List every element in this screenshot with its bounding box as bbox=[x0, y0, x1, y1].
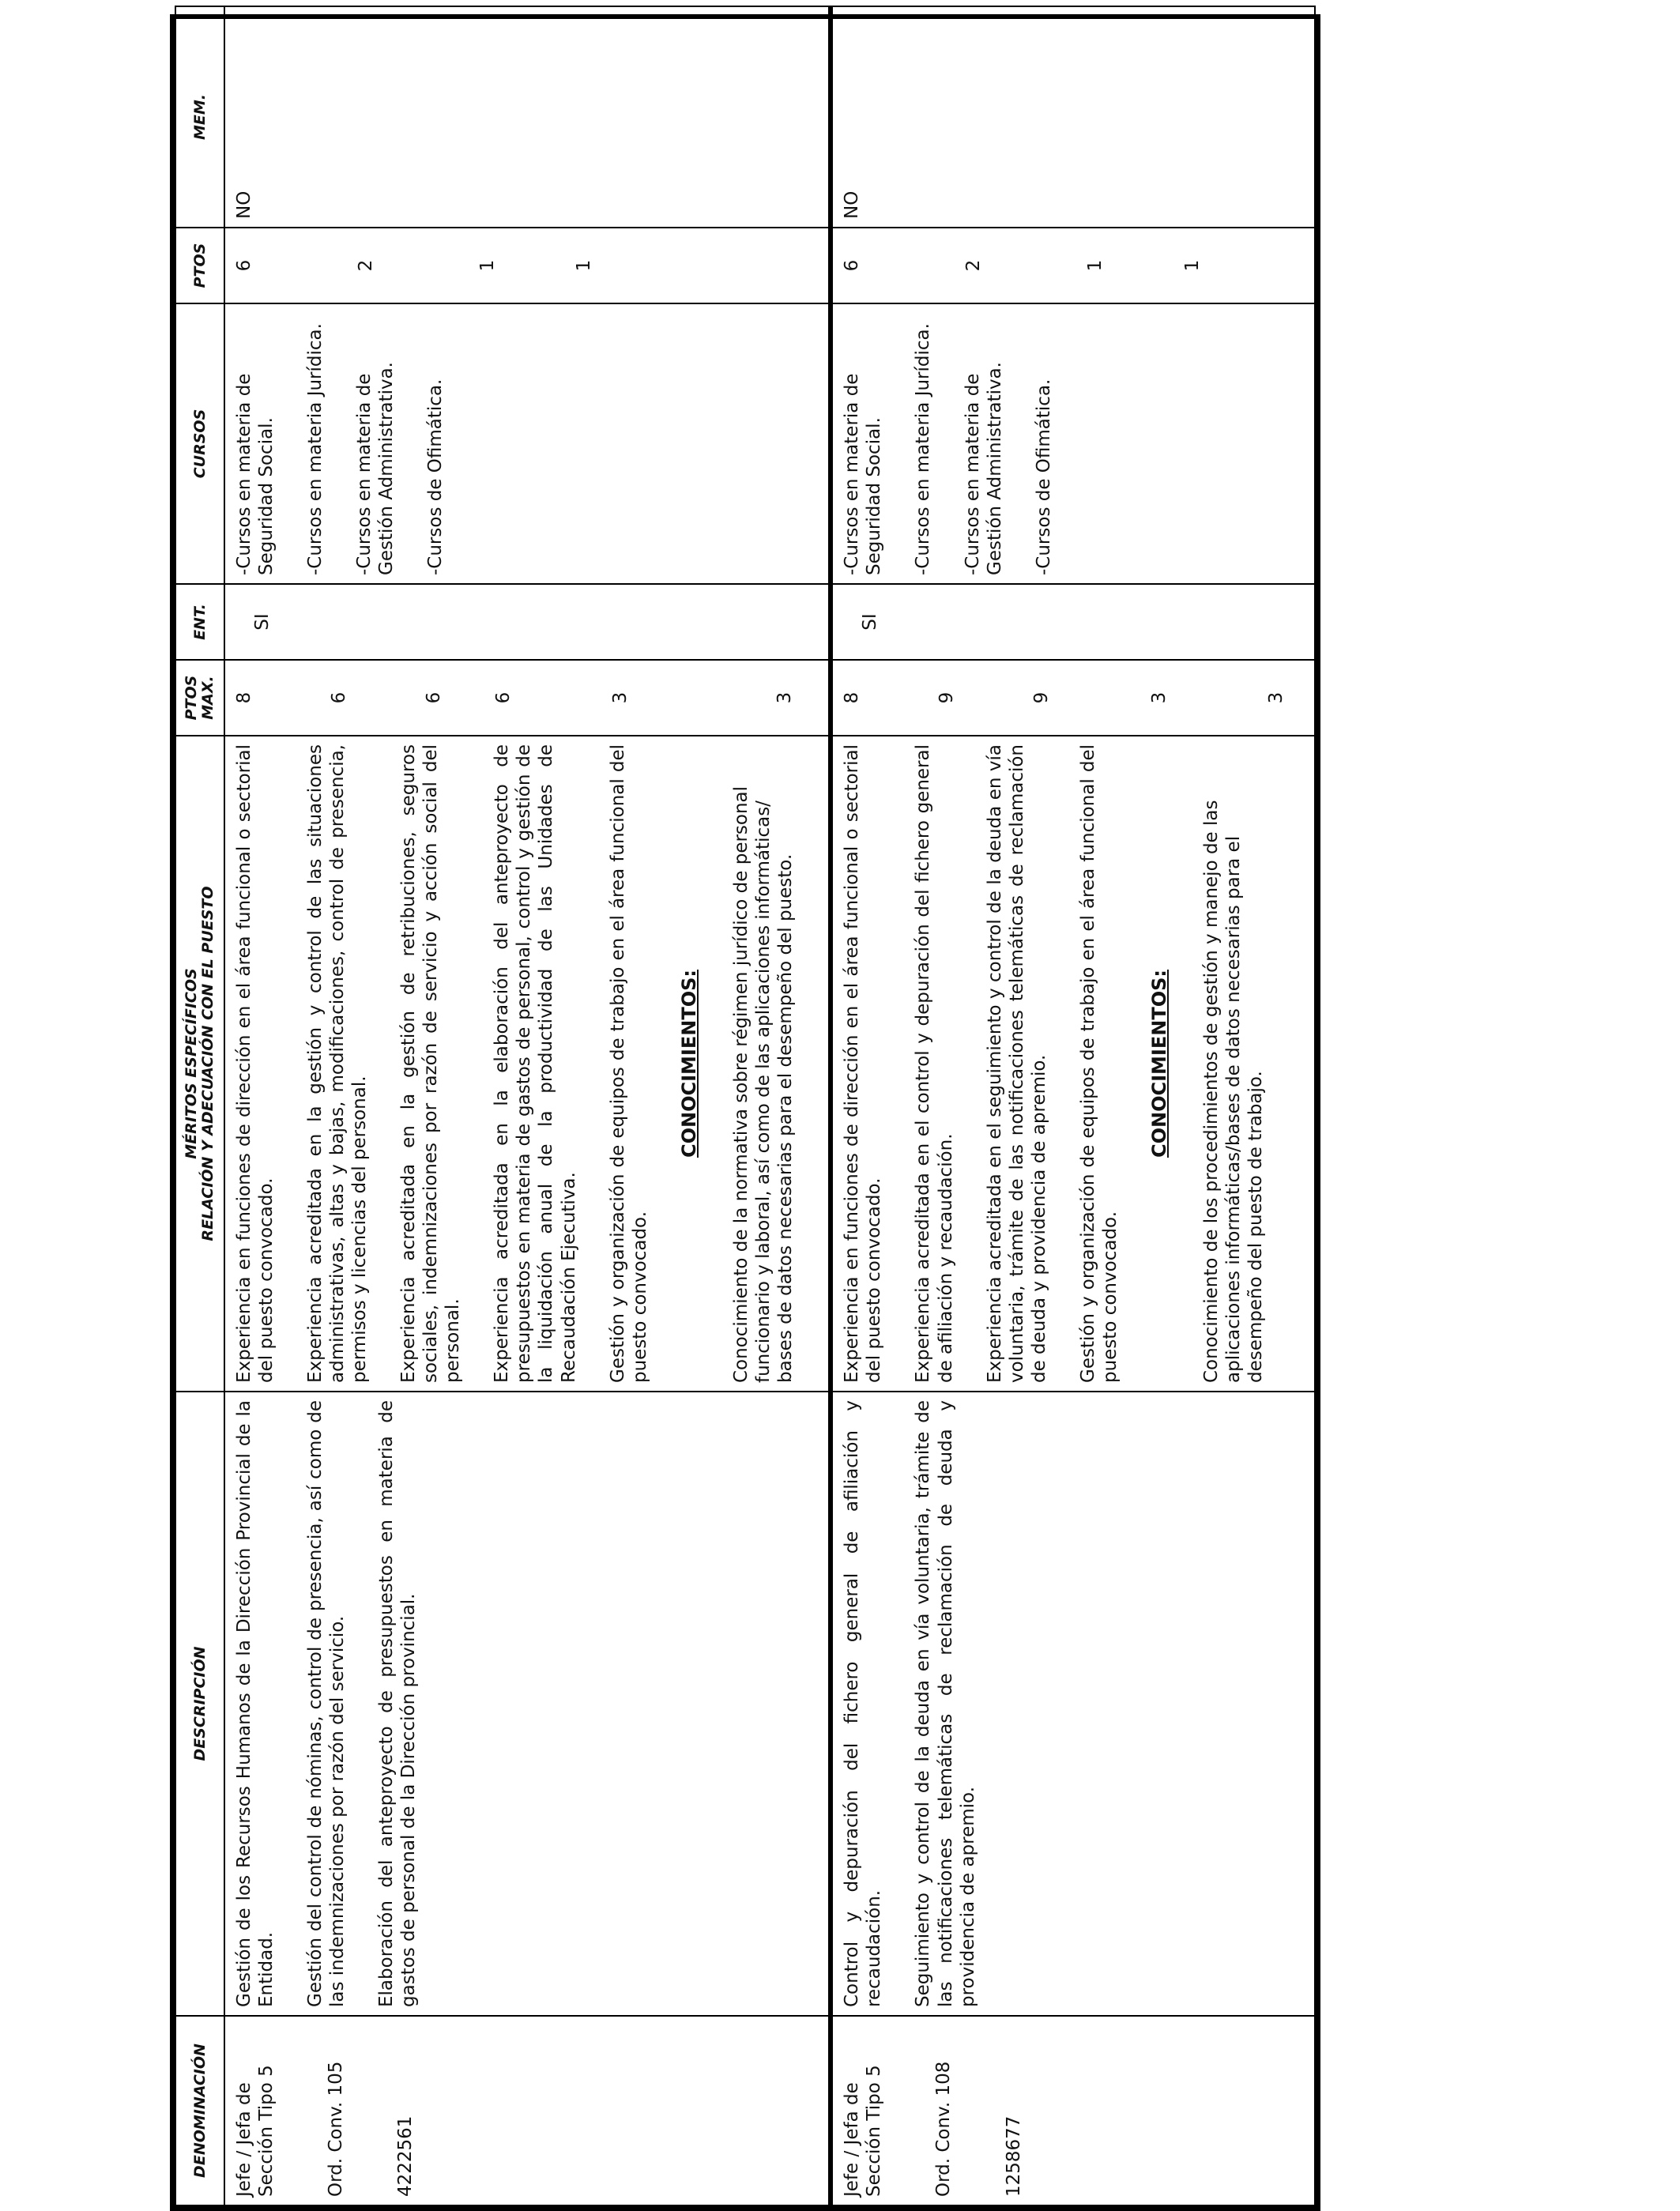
conocimientos-text: Conocimiento de la normativa sobre régimen jurídico de personal funcionario y laboral, así como de las aplicaciones informáticas/ bases de datos necesarias para el desempeño del puesto. bbox=[730, 785, 796, 1383]
conocimientos-heading: CONOCIMIENTOS: bbox=[677, 970, 700, 1158]
descripcion-item: Gestión del control de nóminas, control de presencia, así como de las indemnizaciones por razón del servicio. bbox=[305, 1400, 348, 2007]
curso-item: -Cursos en materia de Gestión Administrativa. bbox=[962, 362, 1005, 575]
header-descripcion: DESCRIPCIÓN bbox=[175, 1392, 224, 2016]
merito-item: Gestión y organización de equipos de trabajo en el área funcional del puesto convocado. bbox=[607, 744, 650, 1383]
codigo-text: 1258677 bbox=[1003, 2115, 1024, 2197]
descripcion-item: Seguimiento y control de la deuda en vía voluntaria, trámite de las notificaciones telemáticas de reclamación de deuda y providencia de apremio. bbox=[913, 1400, 978, 2007]
curso-item: -Cursos de Ofimática. bbox=[425, 379, 446, 575]
curso-item: -Cursos en materia Jurídica. bbox=[305, 323, 326, 575]
cell-cursos bbox=[224, 303, 831, 584]
ord-conv-text: Ord. Conv. 105 bbox=[326, 2061, 347, 2197]
denominacion-text: Jefe / Jefa de Sección Tipo 5 bbox=[842, 2065, 885, 2197]
descripcion-item: Elaboración del anteproyecto de presupuestos en materia de gastos de personal de la Dirección provincial. bbox=[376, 1400, 420, 2007]
mem-value: NO bbox=[842, 190, 863, 219]
ptos-max-value: 3 bbox=[1148, 691, 1170, 704]
cell-ptos-max bbox=[831, 660, 1315, 736]
ptos-max-value: 6 bbox=[329, 691, 350, 704]
codigo-text: 4222561 bbox=[395, 2115, 416, 2197]
cell-ent bbox=[224, 584, 831, 660]
cell-mem bbox=[831, 6, 1315, 228]
merito-item: Experiencia acreditada en el seguimiento y control de la deuda en vía voluntaria, trámite de las notificaciones telemáticas de reclamación de deuda y providencia de apremio. bbox=[984, 744, 1049, 1383]
merito-item: Experiencia acreditada en la gestión y control de las situaciones administrativas, altas y bajas, modificaciones, control de presencia, permisos y licencias del personal. bbox=[305, 744, 371, 1383]
cell-denominacion bbox=[224, 2016, 831, 2205]
ptos-value: 2 bbox=[356, 259, 377, 272]
ptos-value: 1 bbox=[1181, 259, 1203, 272]
ptos-value: 1 bbox=[477, 259, 499, 272]
curso-item: -Cursos en materia de Gestión Administrativa. bbox=[354, 362, 397, 575]
ptos-value: 6 bbox=[842, 259, 863, 272]
ptos-value: 1 bbox=[574, 259, 595, 272]
conocimientos-heading: CONOCIMIENTOS: bbox=[1147, 970, 1170, 1158]
table-row bbox=[831, 6, 1315, 2205]
header-ptos-max-line2: MAX. bbox=[199, 676, 217, 720]
header-ptos: PTOS bbox=[175, 228, 224, 303]
table bbox=[175, 6, 1316, 2206]
table-row bbox=[224, 6, 831, 2205]
cell-mem bbox=[224, 6, 831, 228]
curso-item: -Cursos en materia de Seguridad Social. bbox=[842, 373, 885, 575]
header-meritos bbox=[175, 736, 224, 1392]
descripcion-item: Gestión de los Recursos Humanos de la Dirección Provincial de la Entidad. bbox=[234, 1400, 277, 2007]
cell-ent bbox=[831, 584, 1315, 660]
merito-item: Experiencia acreditada en el control y depuración del fichero general de afiliación y recaudación. bbox=[913, 744, 956, 1383]
header-meritos-line2: RELACIÓN Y ADECUACIÓN CON EL PUESTO bbox=[199, 886, 217, 1241]
cell-meritos bbox=[224, 736, 831, 1392]
job-positions-table bbox=[170, 14, 1320, 2211]
header-mem: MEM. bbox=[175, 6, 224, 228]
ptos-max-value: 3 bbox=[610, 691, 631, 704]
ptos-value: 6 bbox=[234, 259, 254, 272]
ptos-max-value: 6 bbox=[424, 691, 445, 704]
header-ptos-max bbox=[175, 660, 224, 736]
ptos-max-value: 6 bbox=[493, 691, 514, 704]
ent-value: SI bbox=[252, 613, 273, 631]
descripcion-item: Control y depuración del fichero general de afiliación y recaudación. bbox=[842, 1400, 885, 2007]
curso-item: -Cursos de Ofimática. bbox=[1033, 379, 1054, 575]
cell-descripcion bbox=[831, 1392, 1315, 2016]
merito-item: Experiencia en funciones de dirección en el área funcional o sectorial del puesto convocado. bbox=[842, 744, 885, 1383]
header-ptos-max-line1: PTOS bbox=[183, 675, 201, 721]
header-meritos-line1: MÉRITOS ESPECÍFICOS bbox=[183, 968, 201, 1159]
merito-item: Experiencia acreditada en la gestión de retribuciones, seguros sociales, indemnizaciones por razón de servicio y acción social del personal. bbox=[398, 744, 464, 1383]
denominacion-text: Jefe / Jefa de Sección Tipo 5 bbox=[234, 2065, 277, 2197]
merito-item: Experiencia acreditada en la elaboración del anteproyecto de presupuestos en materia de gastos de personal, control y gestión de la liquidación anual de la productividad de las Unidades de Recaudación Ejecutiva. bbox=[492, 744, 579, 1383]
cell-cursos bbox=[831, 303, 1315, 584]
ptos-value: 2 bbox=[963, 259, 985, 272]
cell-meritos bbox=[831, 736, 1315, 1392]
ptos-max-value: 3 bbox=[774, 691, 796, 704]
cell-ptos bbox=[224, 228, 831, 303]
header-ent: ENT. bbox=[175, 584, 224, 660]
cell-descripcion bbox=[224, 1392, 831, 2016]
merito-item: Gestión y organización de equipos de trabajo en el área funcional del puesto convocado. bbox=[1077, 744, 1121, 1383]
ptos-max-value: 8 bbox=[842, 691, 863, 704]
conocimientos-text: Conocimiento de los procedimientos de gestión y manejo de las aplicaciones informáticas/bases de datos necesarias para el desempeño del puesto de trabajo. bbox=[1200, 800, 1266, 1383]
merito-item: Experiencia en funciones de dirección en el área funcional o sectorial del puesto convocado. bbox=[234, 744, 277, 1383]
ptos-max-value: 9 bbox=[1031, 691, 1053, 704]
ptos-max-value: 9 bbox=[936, 691, 958, 704]
mem-value: NO bbox=[234, 190, 254, 219]
header-cursos: CURSOS bbox=[175, 303, 224, 584]
header-denominacion: DENOMINACIÓN bbox=[175, 2016, 224, 2205]
cell-denominacion bbox=[831, 2016, 1315, 2205]
header-row bbox=[175, 6, 224, 2205]
ptos-max-value: 3 bbox=[1265, 691, 1286, 704]
ptos-value: 1 bbox=[1085, 259, 1106, 272]
ent-value: SI bbox=[860, 613, 881, 631]
ord-conv-text: Ord. Conv. 108 bbox=[933, 2061, 955, 2197]
ptos-max-value: 8 bbox=[234, 691, 254, 704]
cell-ptos bbox=[831, 228, 1315, 303]
curso-item: -Cursos en materia de Seguridad Social. bbox=[234, 373, 277, 575]
curso-item: -Cursos en materia Jurídica. bbox=[913, 323, 934, 575]
cell-ptos-max bbox=[224, 660, 831, 736]
